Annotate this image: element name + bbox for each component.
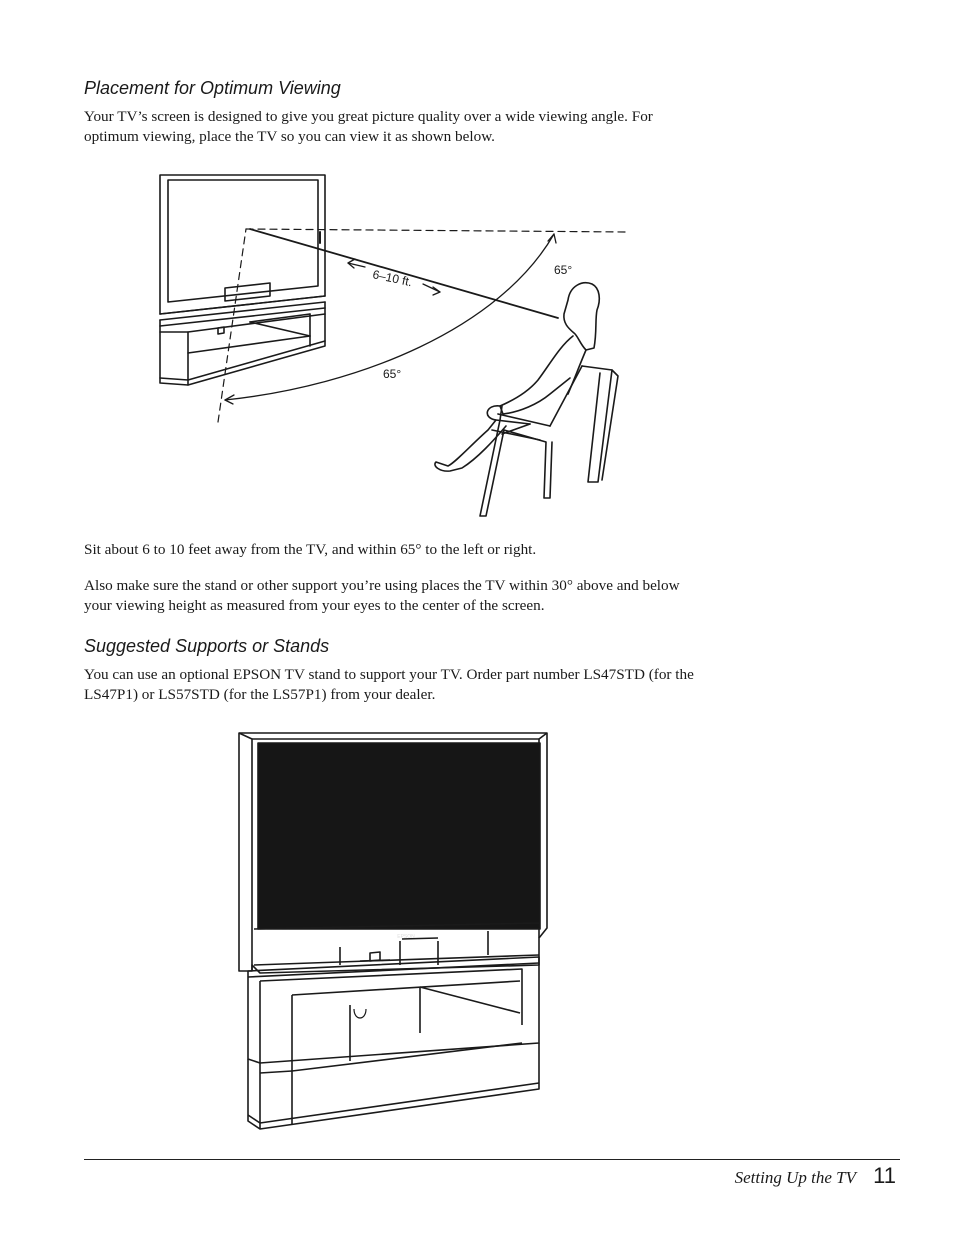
angle-left-label: 65° xyxy=(383,367,402,381)
seated-viewer-drawing xyxy=(435,283,618,516)
tv-brand-label: EPSON xyxy=(397,934,415,940)
tv-drawing xyxy=(160,175,325,385)
placement-intro-paragraph: Your TV’s screen is designed to give you great picture quality over a wide viewing angle. For optimum viewing, place the TV so you can view it as shown below. xyxy=(84,108,653,145)
section-heading-stands: Suggested Supports or Stands xyxy=(84,636,330,656)
section-heading-placement: Placement for Optimum Viewing xyxy=(84,78,341,98)
tv-screen xyxy=(258,743,540,929)
angle-right-label: 65° xyxy=(554,263,573,277)
footer-chapter-title: Setting Up the TV xyxy=(734,1168,856,1187)
tv-on-stand-illustration xyxy=(230,725,560,1140)
viewing-height-paragraph: Also make sure the stand or other support you’re using places the TV within 30° above and below your viewing height as measured from your eyes to the center of the screen. xyxy=(84,577,680,614)
viewing-angle-diagram xyxy=(150,168,640,523)
stands-paragraph: You can use an optional EPSON TV stand to support your TV. Order part number LS47STD (for the LS47P1) or LS57STD (for the LS57P1) from your dealer. xyxy=(84,666,694,703)
footer-page-number: 11 xyxy=(873,1163,896,1188)
distance-label: 6–10 ft. xyxy=(371,267,414,290)
center-reference-line xyxy=(246,229,628,232)
viewing-distance-paragraph: Sit about 6 to 10 feet away from the TV, and within 65° to the left or right. xyxy=(84,541,537,558)
footer-rule xyxy=(84,1159,900,1160)
